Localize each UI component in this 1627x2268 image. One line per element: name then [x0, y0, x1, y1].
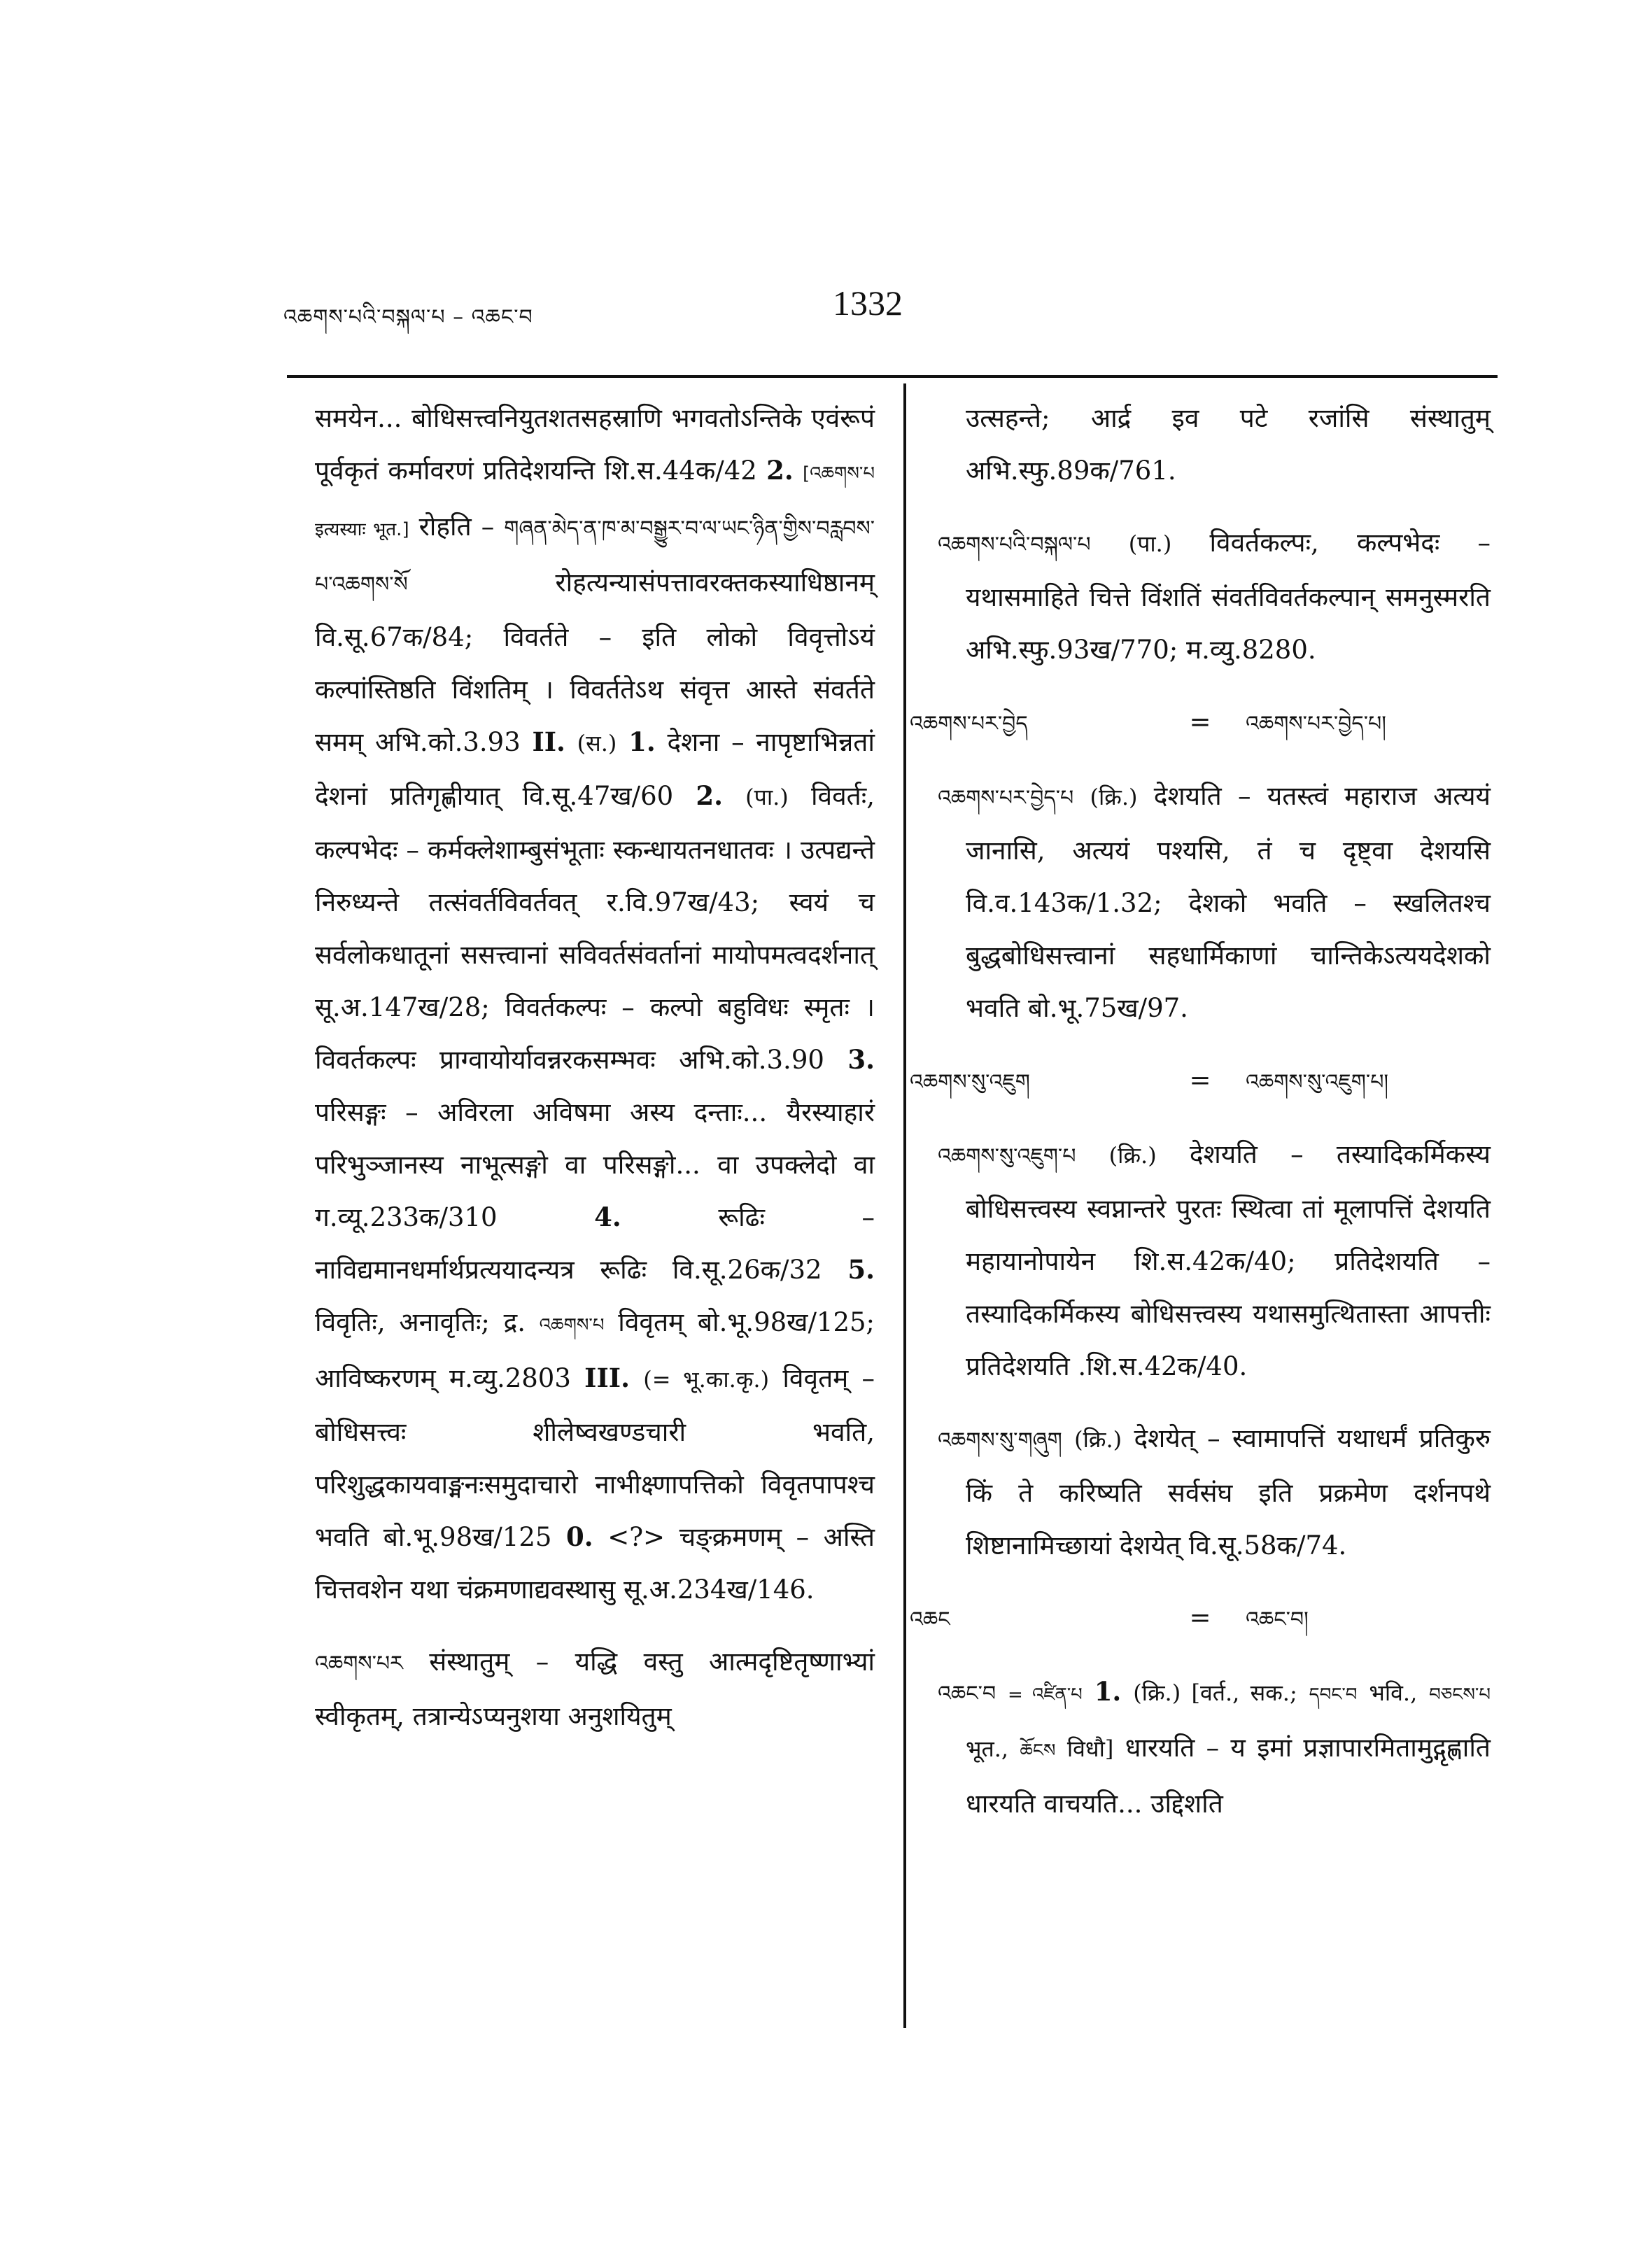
- grammar-label: (पा.): [1128, 530, 1172, 557]
- sense-number: 0.: [566, 1521, 593, 1552]
- tibetan-form: བཅངས་པ: [1429, 1684, 1491, 1705]
- text-segment: परिसङ्गः – अविरला अविषमा अस्य दन्ताः... यैरस्याहारं परिभुञ्जानस्य नाभूत्सङ्गो वा परिसङ्गो... वा उपक्लेदो वा ग.व्यू.233क/310: [315, 1097, 875, 1232]
- equals-sign: =: [1189, 1065, 1211, 1095]
- sense-number: 3.: [847, 1044, 875, 1075]
- left-paragraph-continuation: [315, 392, 875, 1616]
- text-segment: रूढिः – नाविद्यमानधर्मार्थप्रत्ययादन्यत्र रूढिः वि.सू.26क/32: [315, 1202, 875, 1285]
- dictionary-entry: [938, 516, 1491, 676]
- crossref-target: འཆགས་སུ་འཇུག་པ།: [1246, 1070, 1389, 1094]
- column-divider: [903, 383, 906, 2028]
- grammar-label: (= भू.का.कृ.): [643, 1366, 770, 1393]
- sense-number: 1.: [628, 726, 656, 757]
- left-column: [315, 392, 875, 1742]
- text-segment: विवर्तः, कल्पभेदः – कर्मक्लेशाम्बुसंभूताः स्कन्धायतनधातवः । उत्पद्यन्ते निरुध्यन्ते तत्संवर्तविवर्तवत् र.वि.97ख/43; स्वयं च सर्वलोकधातूनां ससत्त्वानां सविवर्तसंवर्तानां मायोपमत्वदर्शनात् सू.अ.147ख/28; विवर्तकल्पः – कल्पो बहुविधः स्मृतः । विवर्तकल्पः प्राग्वायोर्यावन्नरकसम्भवः अभि.को.3.90: [315, 781, 875, 1075]
- entry-headword: འཆགས་པའི་བསྐལ་པ: [938, 533, 1091, 557]
- grammar-label: (स.): [577, 730, 617, 756]
- grammar-label: (पा.): [745, 784, 789, 810]
- crossref-target: འཆགས་པར་བྱེད་པ།: [1246, 712, 1386, 736]
- entry-headword: འཆང: [910, 1607, 950, 1632]
- text-segment: रोहति –: [418, 512, 495, 542]
- entry-headword: འཆགས་པར་བྱེད་པ: [938, 786, 1074, 810]
- grammar-label: (क्रि.): [1108, 1142, 1157, 1169]
- entry-headword: འཆགས་པར: [315, 1651, 403, 1676]
- grammar-label: भूत.,: [966, 1735, 1009, 1762]
- cross-reference-entry: [910, 1054, 1491, 1108]
- text-segment: रोहत्यन्यासंपत्तावरक्तकस्याधिष्ठानम् वि.सू.67क/84; विवर्तते – इति लोको विवृत्तोऽयं कल्पांस्तिष्ठति विंशतिम् । विवर्ततेऽथ संवृत्त आस्ते संवर्तते समम् अभि.को.3.93: [315, 568, 875, 757]
- text-segment: विवृतम् बो.भू.98ख/125; आविष्करणम् म.व्यु.2803: [315, 1307, 875, 1393]
- sense-number: 2.: [766, 455, 794, 486]
- entry-definition: देशयति – तस्यादिकर्मिकस्य बोधिसत्त्वस्य स्वप्नान्तरे पुरतः स्थित्वा तां मूलापत्तिं देशयति महायानोपायेन शि.स.42क/40; प्रतिदेशयति – तस्यादिकर्मिकस्य बोधिसत्त्वस्य यथासमुत्थितास्ता आपत्तीः प्रतिदेशयति .शि.स.42क/40.: [966, 1139, 1491, 1381]
- entry-headword: འཆགས་སུ་གཞུག: [938, 1428, 1062, 1453]
- entry-headword: འཆང་བ: [938, 1682, 996, 1706]
- cross-reference-entry: [910, 1591, 1491, 1646]
- grammar-label: विधौ]: [1066, 1735, 1114, 1762]
- section-number: II.: [532, 726, 565, 757]
- entry-headword: འཆགས་པར་བྱེད: [910, 712, 1028, 736]
- sense-number: 2.: [696, 780, 723, 811]
- header-rule: [287, 375, 1498, 378]
- dictionary-entry: [938, 770, 1491, 1034]
- crossref-target: འཆང་བ།: [1246, 1607, 1309, 1632]
- grammar-label: (क्रि.): [1090, 784, 1138, 810]
- running-head: འཆགས་པའི་བསྐལ་པ – འཆང་བ: [283, 305, 533, 330]
- entry-headword: འཆགས་སུ་འཇུག: [910, 1070, 1030, 1094]
- sense-number: 5.: [847, 1254, 875, 1285]
- equals-sign: =: [1189, 1603, 1211, 1633]
- tibetan-form: དབང་བ: [1309, 1684, 1358, 1705]
- synonym-note: = འཛིན་པ: [1007, 1684, 1083, 1705]
- page-number: 1332: [833, 283, 903, 323]
- section-number: III.: [584, 1362, 630, 1393]
- entry-definition: देशयति – यतस्त्वं महाराज अत्ययं जानासि, अत्ययं पश्यसि, तं च दृष्ट्वा देशयसि वि.व.143क/1.32; देशको भवति – स्खलितश्च बुद्धबोधिसत्त्वानां सहधार्मिकाणां चान्तिकेऽत्ययदेशको भवति बो.भू.75ख/97.: [966, 781, 1491, 1023]
- text-segment: <?> चङ्क्रमणम् – अस्ति चित्तवशेन यथा चंक्रमणाद्यवस्थासु सू.अ.234ख/146.: [315, 1522, 875, 1605]
- grammar-label: भवि.,: [1369, 1679, 1418, 1706]
- entry-definition: संस्थातुम् – यद्धि वस्तु आत्मदृष्टितृष्णाभ्यां स्वीकृतम्, तत्रान्येऽप्यनुशया अनुशयितुम्: [315, 1647, 875, 1731]
- dictionary-entry: [938, 1412, 1491, 1572]
- grammar-label: (क्रि.): [1074, 1426, 1122, 1453]
- entry-headword: འཆགས་སུ་འཇུག་པ: [938, 1144, 1076, 1169]
- entry-definition: देशयेत् – स्वामापत्तिं यथाधर्मं प्रतिकुरु किं ते करिष्यति सर्वसंघ इति प्रक्रमेण दर्शनपथे शिष्टानामिच्छायां देशयेत् वि.सू.58क/74.: [966, 1423, 1491, 1561]
- right-column: [910, 392, 1491, 1830]
- dictionary-entry: [938, 1665, 1491, 1830]
- entry-definition: विवर्तकल्पः, कल्पभेदः – यथासमाहिते चित्ते विंशतिं संवर्तविवर्तकल्पान् समनुस्मरति अभि.स्फु.93ख/770; म.व्यु.8280.: [966, 528, 1491, 665]
- text-segment: देशना – नापृष्टाभिन्नतां देशनां प्रतिगृह्णीयात् वि.सू.47ख/60: [315, 727, 875, 811]
- equals-sign: =: [1189, 707, 1211, 737]
- cross-reference-entry: [910, 696, 1491, 750]
- tibetan-form: ཆོངས: [1020, 1740, 1056, 1761]
- text-segment: विवृतम् – बोधिसत्त्वः शीलेष्वखण्डचारी भवति, परिशुद्धकायवाङ्मनःसमुदाचारो नाभीक्ष्णापत्तिको विवृतपापश्च भवति बो.भू.98ख/125: [315, 1363, 875, 1552]
- entry-continuation: उत्सहन्ते; आर्द्र इव पटे रजांसि संस्थातुम् अभि.स्फु.89क/761.: [966, 403, 1491, 486]
- sense-number: 1.: [1094, 1676, 1122, 1707]
- grammar-note: [འཆགས་པ इत्यस्याः भूत.]: [315, 463, 875, 540]
- tibetan-crossref: འཆགས་པ: [539, 1315, 605, 1336]
- grammar-label: (क्रि.) [वर्त., सक.;: [1133, 1679, 1297, 1706]
- text-segment: विवृतिः, अनावृतिः; द्र.: [315, 1307, 526, 1337]
- text-segment: समयेन... बोधिसत्त्वनियुतशतसहस्राणि भगवतोऽन्तिके एवंरूपं पूर्वकृतं कर्मावरणं प्रतिदेशयन्ति शि.स.44क/42: [315, 403, 875, 486]
- dictionary-entry: [315, 1635, 875, 1742]
- dictionary-entry: [938, 1128, 1491, 1393]
- entry-definition: धारयति – य इमां प्रज्ञापारमितामुद्गृह्णाति धारयति वाचयति... उद्दिशति: [966, 1733, 1491, 1819]
- tibetan-quote: གཞན་མེད་ན་ཁ་མ་བསྒྱུར་བ་ལ་ཡང་ཉིན་གྱིས་བརླབས་པ་འཆགས་སོ: [315, 516, 875, 597]
- sense-number: 4.: [594, 1202, 621, 1232]
